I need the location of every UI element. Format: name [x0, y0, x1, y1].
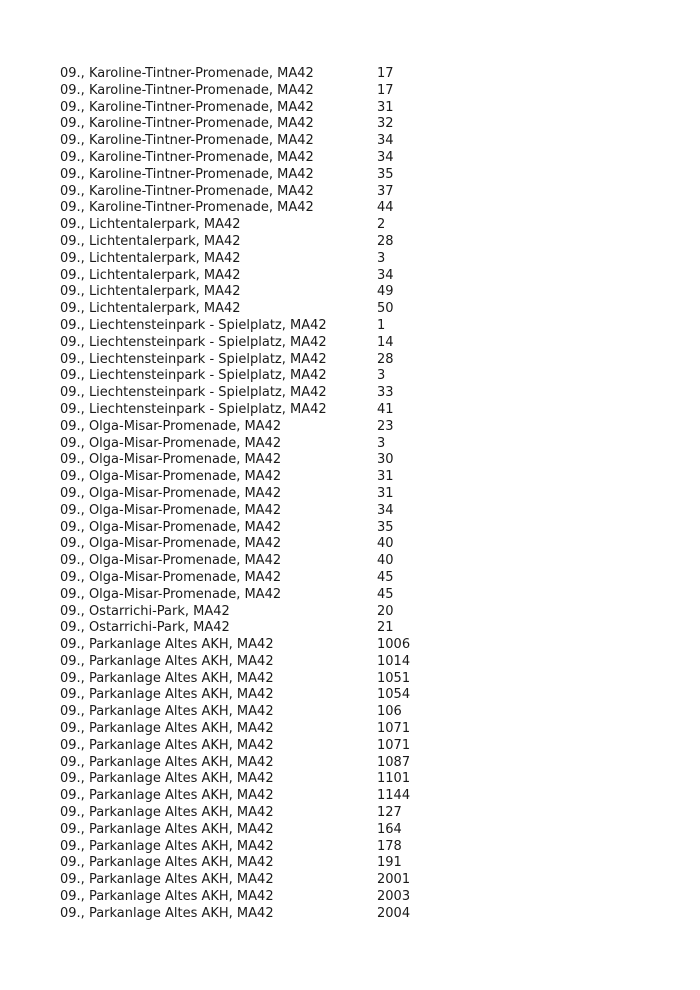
location-name: 09., Karoline-Tintner-Promenade, MA42: [60, 200, 314, 216]
list-row: [60, 620, 660, 637]
location-name: 09., Parkanlage Altes AKH, MA42: [60, 704, 274, 720]
location-number: 21: [377, 620, 394, 636]
location-number: 34: [377, 267, 394, 283]
location-number: 1006: [377, 637, 411, 653]
list-row: [60, 368, 660, 385]
location-name: 09., Parkanlage Altes AKH, MA42: [60, 788, 274, 804]
location-number: 35: [377, 519, 394, 535]
location-number: 28: [377, 351, 394, 367]
location-name: 09., Liechtensteinpark - Spielplatz, MA42: [60, 351, 327, 367]
list-row: [60, 570, 660, 587]
location-number: 45: [377, 569, 394, 585]
location-name: 09., Karoline-Tintner-Promenade, MA42: [60, 116, 314, 132]
location-name: 09., Olga-Misar-Promenade, MA42: [60, 569, 282, 585]
list-row: [60, 167, 660, 184]
location-number: 23: [377, 418, 394, 434]
list-row: [60, 402, 660, 419]
list-row: [60, 704, 660, 721]
location-number: 1144: [377, 788, 411, 804]
location-number: 33: [377, 385, 394, 401]
location-number: 1051: [377, 670, 411, 686]
location-number: 3: [377, 435, 386, 451]
list-row: [60, 352, 660, 369]
location-name: 09., Lichtentalerpark, MA42: [60, 267, 241, 283]
location-number: 1: [377, 317, 386, 333]
location-name: 09., Parkanlage Altes AKH, MA42: [60, 687, 274, 703]
location-name: 09., Olga-Misar-Promenade, MA42: [60, 485, 282, 501]
list-row: [60, 301, 660, 318]
list-row: [60, 419, 660, 436]
list-row: [60, 755, 660, 772]
location-name: 09., Parkanlage Altes AKH, MA42: [60, 670, 274, 686]
location-number: 44: [377, 200, 394, 216]
location-name: 09., Ostarrichi-Park, MA42: [60, 620, 230, 636]
location-name: 09., Lichtentalerpark, MA42: [60, 233, 241, 249]
location-name: 09., Ostarrichi-Park, MA42: [60, 603, 230, 619]
location-number: 1101: [377, 771, 411, 787]
location-number: 34: [377, 133, 394, 149]
location-number: 35: [377, 166, 394, 182]
location-name: 09., Olga-Misar-Promenade, MA42: [60, 553, 282, 569]
list-row: [60, 536, 660, 553]
location-name: 09., Karoline-Tintner-Promenade, MA42: [60, 183, 314, 199]
location-number: 1054: [377, 687, 411, 703]
list-row: [60, 251, 660, 268]
location-number: 28: [377, 233, 394, 249]
location-number: 17: [377, 66, 394, 81]
list-row: [60, 452, 660, 469]
location-number: 2004: [377, 905, 411, 921]
location-number: 40: [377, 536, 394, 552]
list-row: [60, 83, 660, 100]
list-row: [60, 805, 660, 822]
location-number: 2001: [377, 872, 411, 888]
location-name: 09., Liechtensteinpark - Spielplatz, MA42: [60, 317, 327, 333]
location-name: 09., Olga-Misar-Promenade, MA42: [60, 469, 282, 485]
list-row: [60, 587, 660, 604]
location-name: 09., Liechtensteinpark - Spielplatz, MA42: [60, 385, 327, 401]
location-name: 09., Olga-Misar-Promenade, MA42: [60, 435, 282, 451]
location-number: 191: [377, 855, 402, 871]
list-row: [60, 268, 660, 285]
list-row: [60, 469, 660, 486]
location-number: 14: [377, 334, 394, 350]
location-name: 09., Parkanlage Altes AKH, MA42: [60, 905, 274, 921]
location-name: 09., Parkanlage Altes AKH, MA42: [60, 821, 274, 837]
list-row: [60, 234, 660, 251]
location-name: 09., Karoline-Tintner-Promenade, MA42: [60, 82, 314, 98]
location-name: 09., Parkanlage Altes AKH, MA42: [60, 855, 274, 871]
location-name: 09., Olga-Misar-Promenade, MA42: [60, 502, 282, 518]
list-row: [60, 654, 660, 671]
location-name: 09., Olga-Misar-Promenade, MA42: [60, 519, 282, 535]
location-number: 3: [377, 368, 386, 384]
location-name: 09., Karoline-Tintner-Promenade, MA42: [60, 66, 314, 81]
list-row: [60, 872, 660, 889]
list-row: [60, 335, 660, 352]
location-number: 17: [377, 82, 394, 98]
location-name: 09., Parkanlage Altes AKH, MA42: [60, 653, 274, 669]
location-number: 1014: [377, 653, 411, 669]
location-number: 164: [377, 821, 402, 837]
location-number: 37: [377, 183, 394, 199]
list-row: [60, 503, 660, 520]
location-name: 09., Parkanlage Altes AKH, MA42: [60, 737, 274, 753]
location-number: 106: [377, 704, 402, 720]
list-row: [60, 771, 660, 788]
location-number: 178: [377, 838, 402, 854]
location-number: 1087: [377, 754, 411, 770]
location-name: 09., Parkanlage Altes AKH, MA42: [60, 838, 274, 854]
location-number: 32: [377, 116, 394, 132]
location-number: 1071: [377, 737, 411, 753]
location-number: 20: [377, 603, 394, 619]
location-name: 09., Olga-Misar-Promenade, MA42: [60, 418, 282, 434]
list-row: [60, 889, 660, 906]
location-name: 09., Karoline-Tintner-Promenade, MA42: [60, 99, 314, 115]
location-name: 09., Karoline-Tintner-Promenade, MA42: [60, 166, 314, 182]
list-row: [60, 788, 660, 805]
location-name: 09., Lichtentalerpark, MA42: [60, 250, 241, 266]
list-row: [60, 284, 660, 301]
location-name: 09., Parkanlage Altes AKH, MA42: [60, 872, 274, 888]
location-name: 09., Lichtentalerpark, MA42: [60, 284, 241, 300]
list-row: [60, 553, 660, 570]
list-row: [60, 520, 660, 537]
location-number: 49: [377, 284, 394, 300]
list-row: [60, 671, 660, 688]
location-name: 09., Liechtensteinpark - Spielplatz, MA42: [60, 368, 327, 384]
location-name: 09., Parkanlage Altes AKH, MA42: [60, 721, 274, 737]
location-name: 09., Olga-Misar-Promenade, MA42: [60, 452, 282, 468]
location-number: 2003: [377, 889, 411, 905]
location-number: 50: [377, 301, 394, 317]
list-row: [60, 721, 660, 738]
list-row: [60, 738, 660, 755]
location-number: 31: [377, 485, 394, 501]
list-row: [60, 116, 660, 133]
location-name: 09., Olga-Misar-Promenade, MA42: [60, 536, 282, 552]
location-name: 09., Parkanlage Altes AKH, MA42: [60, 771, 274, 787]
location-number: 30: [377, 452, 394, 468]
list-row: [60, 217, 660, 234]
list-row: [60, 184, 660, 201]
list-row: [60, 385, 660, 402]
location-number: 34: [377, 149, 394, 165]
list-row: [60, 839, 660, 856]
list-row: [60, 436, 660, 453]
list-row: [60, 100, 660, 117]
list-row: [60, 133, 660, 150]
location-name: 09., Karoline-Tintner-Promenade, MA42: [60, 149, 314, 165]
list-row: [60, 200, 660, 217]
location-name: 09., Lichtentalerpark, MA42: [60, 217, 241, 233]
list-row: [60, 822, 660, 839]
location-list: [60, 66, 660, 923]
location-name: 09., Liechtensteinpark - Spielplatz, MA42: [60, 334, 327, 350]
list-row: [60, 637, 660, 654]
location-number: 40: [377, 553, 394, 569]
location-name: 09., Liechtensteinpark - Spielplatz, MA42: [60, 401, 327, 417]
location-name: 09., Karoline-Tintner-Promenade, MA42: [60, 133, 314, 149]
location-name: 09., Parkanlage Altes AKH, MA42: [60, 889, 274, 905]
location-name: 09., Lichtentalerpark, MA42: [60, 301, 241, 317]
location-number: 2: [377, 217, 386, 233]
location-number: 31: [377, 99, 394, 115]
list-row: [60, 604, 660, 621]
location-number: 31: [377, 469, 394, 485]
location-name: 09., Olga-Misar-Promenade, MA42: [60, 586, 282, 602]
list-row: [60, 486, 660, 503]
location-number: 34: [377, 502, 394, 518]
list-row: [60, 855, 660, 872]
location-name: 09., Parkanlage Altes AKH, MA42: [60, 754, 274, 770]
list-row: [60, 318, 660, 335]
list-row: [60, 150, 660, 167]
location-name: 09., Parkanlage Altes AKH, MA42: [60, 805, 274, 821]
location-number: 45: [377, 586, 394, 602]
list-row: [60, 687, 660, 704]
location-number: 41: [377, 401, 394, 417]
location-number: 127: [377, 805, 402, 821]
list-row: [60, 906, 660, 923]
location-name: 09., Parkanlage Altes AKH, MA42: [60, 637, 274, 653]
location-number: 3: [377, 250, 386, 266]
list-row: [60, 66, 660, 83]
location-number: 1071: [377, 721, 411, 737]
